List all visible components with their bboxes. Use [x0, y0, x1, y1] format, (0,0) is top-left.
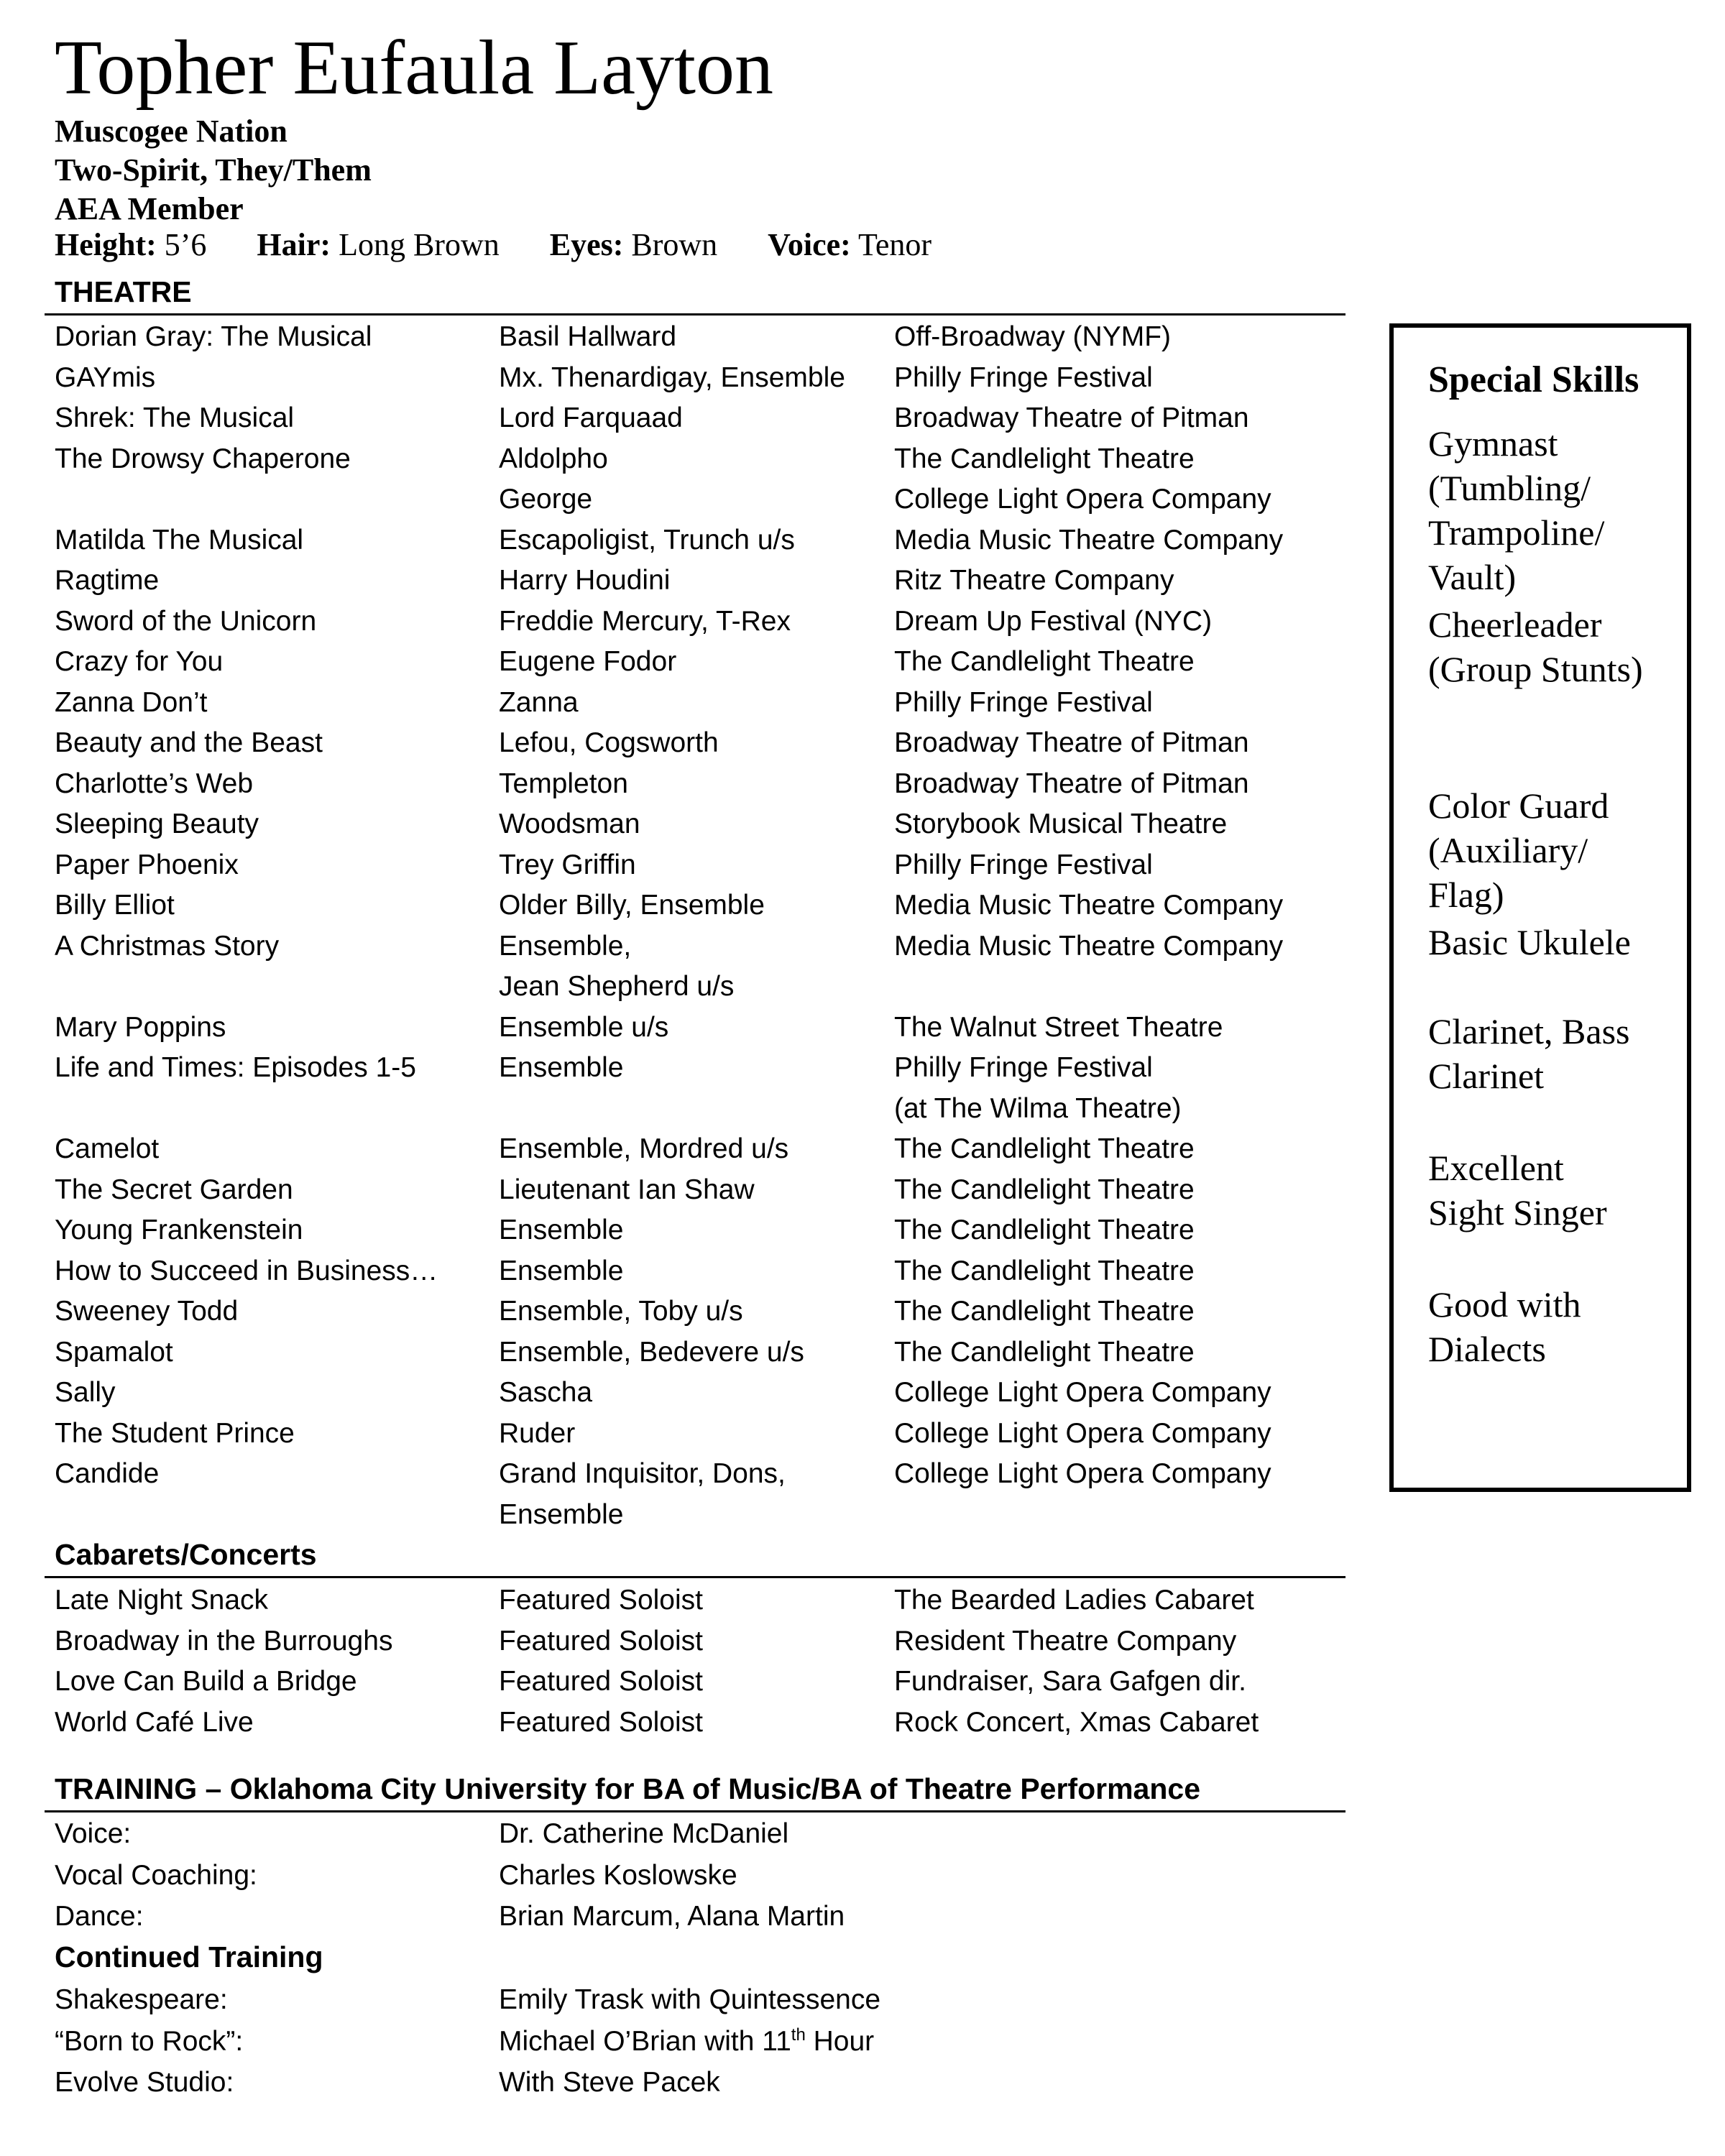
- identity-line: Two-Spirit, They/Them: [55, 152, 372, 188]
- venue: Dream Up Festival (NYC): [894, 605, 1213, 637]
- venue: The Candlelight Theatre: [894, 443, 1195, 474]
- show-title: Charlotte’s Web: [55, 768, 254, 799]
- skill-line: Clarinet, Bass: [1428, 1011, 1630, 1051]
- venue: The Candlelight Theatre: [894, 646, 1195, 677]
- training-heading: TRAINING – Oklahoma City University for BA of Music/BA of Theatre Performance: [55, 1772, 1200, 1805]
- venue: The Walnut Street Theatre: [894, 1011, 1223, 1043]
- role: Ensemble, Toby u/s: [499, 1296, 743, 1327]
- skill-line: Cheerleader: [1428, 604, 1602, 645]
- skill-line: Sight Singer: [1428, 1192, 1607, 1233]
- skill-item: [1428, 421, 1687, 599]
- credit-row: [55, 602, 1348, 642]
- credit-row: [55, 1621, 1348, 1662]
- credit-row: [55, 1210, 1348, 1251]
- stat-voice: Voice: Tenor: [768, 227, 932, 262]
- skill-item: [1428, 783, 1687, 917]
- credit-row: [55, 926, 1348, 967]
- credit-row: [55, 764, 1348, 805]
- credit-row: [55, 1703, 1348, 1743]
- venue: Media Music Theatre Company: [894, 930, 1284, 962]
- show-title: Late Night Snack: [55, 1585, 269, 1616]
- role: Ensemble: [499, 1498, 624, 1530]
- credit-row: [55, 439, 1348, 480]
- show-title: Sword of the Unicorn: [55, 605, 317, 637]
- credit-row: [55, 1495, 1348, 1536]
- skill-line: Good with: [1428, 1284, 1581, 1325]
- show-title: GAYmis: [55, 361, 156, 393]
- role: Aldolpho: [499, 443, 608, 474]
- credit-row: [55, 1662, 1348, 1703]
- role: Featured Soloist: [499, 1625, 703, 1657]
- show-title: Camelot: [55, 1133, 160, 1164]
- skill-line: (Group Stunts): [1428, 649, 1643, 689]
- credit-row: [55, 358, 1348, 399]
- show-title: The Secret Garden: [55, 1174, 293, 1205]
- skill-line: Color Guard: [1428, 786, 1609, 826]
- venue: (at The Wilma Theatre): [894, 1092, 1182, 1124]
- show-title: Ragtime: [55, 565, 160, 596]
- credit-row: [55, 1580, 1348, 1621]
- role: Lord Farquaad: [499, 402, 683, 433]
- venue: Philly Fringe Festival: [894, 361, 1153, 393]
- venue: Storybook Musical Theatre: [894, 808, 1228, 839]
- skill-line: (Tumbling/: [1428, 468, 1591, 508]
- instructor: Brian Marcum, Alana Martin: [499, 1901, 845, 1932]
- role: Harry Houdini: [499, 565, 671, 596]
- show-title: Sweeney Todd: [55, 1296, 239, 1327]
- performer-name: Topher Eufaula Layton: [55, 25, 774, 111]
- venue: The Candlelight Theatre: [894, 1133, 1195, 1164]
- credit-row: [55, 1332, 1348, 1373]
- role: Ensemble u/s: [499, 1011, 669, 1043]
- venue: Philly Fringe Festival: [894, 1052, 1153, 1083]
- show-title: The Student Prince: [55, 1417, 295, 1449]
- show-title: Zanna Don’t: [55, 686, 208, 718]
- skill-line: Flag): [1428, 875, 1504, 915]
- credit-row: [55, 885, 1348, 926]
- physical-stats: [55, 226, 982, 264]
- credit-row: [55, 967, 1348, 1008]
- venue: College Light Opera Company: [894, 1417, 1271, 1449]
- role: Ensemble, Mordred u/s: [499, 1133, 789, 1164]
- credit-row: [55, 804, 1348, 845]
- credit-row: [55, 1454, 1348, 1495]
- skill-line: Dialects: [1428, 1329, 1546, 1369]
- role: Basil Hallward: [499, 321, 677, 352]
- role: Featured Soloist: [499, 1585, 703, 1616]
- stat-height: Height: 5’6: [55, 227, 207, 262]
- venue: The Candlelight Theatre: [894, 1336, 1195, 1368]
- venue: College Light Opera Company: [894, 1377, 1271, 1408]
- role: Ensemble: [499, 1052, 624, 1083]
- skill-item: [1428, 1146, 1687, 1235]
- role: Featured Soloist: [499, 1706, 703, 1738]
- role: Ensemble: [499, 1255, 624, 1286]
- show-title: How to Succeed in Business…: [55, 1255, 438, 1286]
- continued-training-row: Evolve Studio: With Steve Pacek: [55, 2067, 720, 2098]
- credit-row: [55, 1048, 1348, 1089]
- credit-row: [55, 683, 1348, 724]
- instructor: Charles Koslowske: [499, 1859, 737, 1891]
- role: Sascha: [499, 1377, 593, 1408]
- role: Older Billy, Ensemble: [499, 890, 765, 921]
- role: Lefou, Cogsworth: [499, 727, 719, 758]
- role: Featured Soloist: [499, 1666, 703, 1697]
- show-title: Mary Poppins: [55, 1011, 226, 1043]
- venue: College Light Opera Company: [894, 484, 1271, 515]
- venue: Resident Theatre Company: [894, 1625, 1237, 1657]
- cabarets-divider: [45, 1576, 1346, 1578]
- training-divider: [45, 1810, 1346, 1812]
- venue: Broadway Theatre of Pitman: [894, 402, 1249, 433]
- show-title: Beauty and the Beast: [55, 727, 323, 758]
- special-skills-box: [1389, 323, 1691, 1492]
- show-title: Broadway in the Burroughs: [55, 1625, 393, 1657]
- show-title: World Café Live: [55, 1706, 254, 1738]
- training-area: Voice:: [55, 1818, 132, 1849]
- theatre-divider: [45, 313, 1346, 315]
- role: Templeton: [499, 768, 628, 799]
- role: George: [499, 484, 593, 515]
- role: Ensemble,: [499, 930, 632, 962]
- venue: The Candlelight Theatre: [894, 1255, 1195, 1286]
- skill-line: Gymnast: [1428, 423, 1558, 464]
- role: Ensemble, Bedevere u/s: [499, 1336, 804, 1368]
- show-title: Crazy for You: [55, 646, 224, 677]
- venue: The Candlelight Theatre: [894, 1215, 1195, 1245]
- skill-line: (Auxiliary/: [1428, 830, 1588, 870]
- training-list: [55, 1814, 1348, 1938]
- credit-row: [55, 845, 1348, 886]
- credit-row: [55, 561, 1348, 602]
- role: Woodsman: [499, 808, 640, 839]
- role: Jean Shepherd u/s: [499, 971, 735, 1002]
- credit-row: [55, 1414, 1348, 1455]
- venue: College Light Opera Company: [894, 1458, 1271, 1489]
- venue: Philly Fringe Festival: [894, 686, 1153, 718]
- show-title: Dorian Gray: The Musical: [55, 321, 372, 352]
- credit-row: [55, 1291, 1348, 1332]
- venue: Philly Fringe Festival: [894, 849, 1153, 880]
- training-row: [55, 1814, 1348, 1856]
- show-title: Candide: [55, 1458, 160, 1489]
- show-title: Paper Phoenix: [55, 849, 239, 880]
- skill-line: Vault): [1428, 557, 1517, 597]
- credit-row: [55, 1008, 1348, 1049]
- continued-training-heading: Continued Training: [55, 1940, 323, 1973]
- show-title: Shrek: The Musical: [55, 402, 295, 433]
- union-line: AEA Member: [55, 191, 244, 226]
- skill-line: Excellent: [1428, 1148, 1564, 1188]
- training-area: Dance:: [55, 1901, 144, 1932]
- training-row: [55, 1856, 1348, 1897]
- role: Trey Griffin: [499, 849, 636, 880]
- instructor: Dr. Catherine McDaniel: [499, 1818, 789, 1849]
- special-skills-heading: Special Skills: [1428, 359, 1639, 400]
- theatre-heading: THEATRE: [55, 275, 192, 308]
- show-title: Spamalot: [55, 1336, 173, 1368]
- venue: Broadway Theatre of Pitman: [894, 727, 1249, 758]
- stat-hair: Hair: Long Brown: [257, 227, 500, 262]
- credit-row: [55, 317, 1348, 358]
- skill-item: [1428, 920, 1687, 964]
- show-title: Sleeping Beauty: [55, 808, 259, 839]
- continued-training-list: [55, 1980, 1348, 2104]
- continued-training-row: “Born to Rock”: Michael O’Brian with 11th Hour: [55, 2024, 875, 2057]
- show-title: Life and Times: Episodes 1-5: [55, 1052, 416, 1083]
- credit-row: [55, 479, 1348, 520]
- venue: Media Music Theatre Company: [894, 524, 1284, 556]
- continued-training-row: Shakespeare: Emily Trask with Quintessence: [55, 1984, 881, 2015]
- role: Eugene Fodor: [499, 646, 677, 677]
- venue: Broadway Theatre of Pitman: [894, 768, 1249, 799]
- show-title: Love Can Build a Bridge: [55, 1666, 357, 1697]
- role: Ruder: [499, 1417, 576, 1449]
- skill-item: [1428, 1009, 1687, 1098]
- venue: Media Music Theatre Company: [894, 890, 1284, 921]
- cabarets-heading: Cabarets/Concerts: [55, 1538, 317, 1571]
- credit-row: [55, 1373, 1348, 1414]
- credit-row: [55, 642, 1348, 683]
- training-row: [55, 1897, 1348, 1938]
- skill-line: Basic Ukulele: [1428, 922, 1631, 962]
- skill-line: Trampoline/: [1428, 512, 1605, 553]
- show-title: Matilda The Musical: [55, 524, 304, 556]
- credit-row: [55, 520, 1348, 561]
- stat-eyes: Eyes: Brown: [549, 227, 718, 262]
- role: Lieutenant Ian Shaw: [499, 1174, 755, 1205]
- show-title: Young Frankenstein: [55, 1215, 303, 1245]
- credit-row: [55, 398, 1348, 439]
- venue: The Candlelight Theatre: [894, 1296, 1195, 1327]
- credit-row: [55, 1129, 1348, 1170]
- nation-line: Muscogee Nation: [55, 114, 288, 149]
- venue: Rock Concert, Xmas Cabaret: [894, 1706, 1259, 1738]
- role: Escapoligist, Trunch u/s: [499, 524, 795, 556]
- credit-row: [55, 1251, 1348, 1292]
- venue: Ritz Theatre Company: [894, 565, 1174, 596]
- theatre-credits: [55, 317, 1348, 1535]
- venue: The Bearded Ladies Cabaret: [894, 1585, 1254, 1616]
- training-area: Vocal Coaching:: [55, 1859, 257, 1891]
- role: Grand Inquisitor, Dons,: [499, 1458, 786, 1489]
- credit-row: [55, 1170, 1348, 1211]
- venue: The Candlelight Theatre: [894, 1174, 1195, 1205]
- role: Mx. Thenardigay, Ensemble: [499, 361, 845, 393]
- show-title: The Drowsy Chaperone: [55, 443, 351, 474]
- cabaret-credits: [55, 1580, 1348, 1743]
- credit-row: [55, 723, 1348, 764]
- venue: Off-Broadway (NYMF): [894, 321, 1172, 352]
- venue: Fundraiser, Sara Gafgen dir.: [894, 1666, 1246, 1697]
- skill-item: [1428, 602, 1687, 691]
- skill-line: Clarinet: [1428, 1056, 1545, 1096]
- role: Zanna: [499, 686, 579, 718]
- show-title: Sally: [55, 1377, 116, 1408]
- show-title: A Christmas Story: [55, 930, 280, 962]
- show-title: Billy Elliot: [55, 890, 175, 921]
- role: Ensemble: [499, 1215, 624, 1245]
- role: Freddie Mercury, T-Rex: [499, 605, 791, 637]
- skill-item: [1428, 1282, 1687, 1371]
- credit-row: [55, 1089, 1348, 1130]
